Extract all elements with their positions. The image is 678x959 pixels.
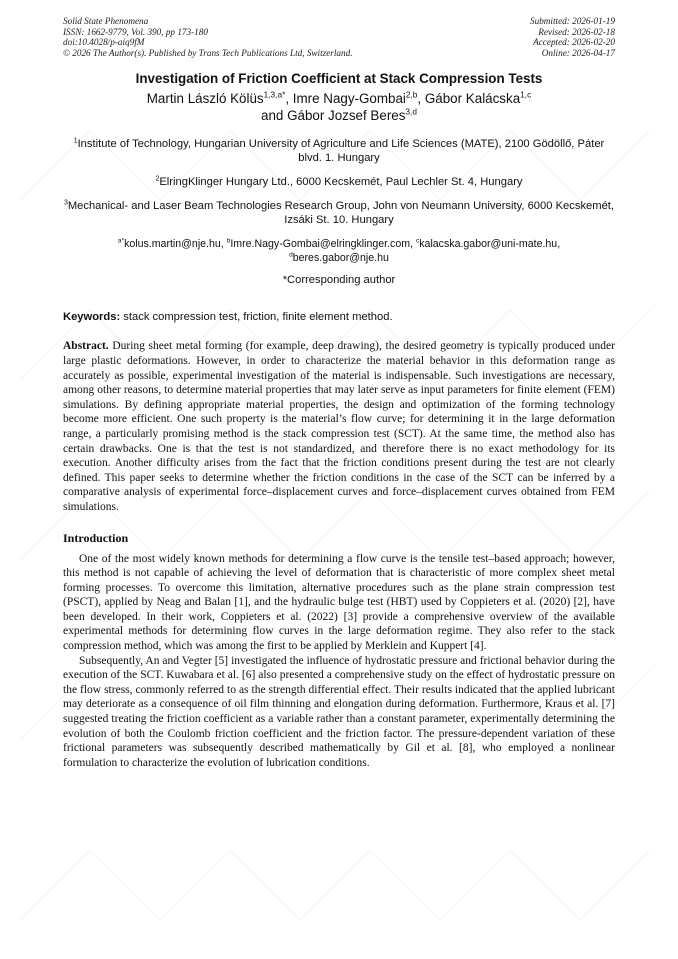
author-affiliation-marker: 3,d [405,106,417,117]
email-link[interactable]: kolus.martin@nje.hu, [124,238,227,251]
email-link[interactable]: Imre.Nagy-Gombai@elringklinger.com, [230,238,416,251]
date-online: Online: 2026-04-17 [541,47,615,58]
abstract-text: During sheet metal forming (for example, deep drawing), the desired geometry is typically produced under large plastic deformations. However, in order to characterize the material behavior in this deformation range as accurately as possible, experimental investigation of the material is indispensable. Such investigations are necessary, among other reasons, to determine material properties that may later serve as input parameters for finite element (FEM) simulations. By defining appropriate material properties, the design and optimization of the forming technology become more efficient. One such property is the material’s flow curve; for determining it in the large deformation range, a particularly promising method is the stack compression test (SCT). At the same time, the method also has certain drawbacks. One is that the test is not standardized, and therefore there is no exact methodology for its execution. Another difficulty arises from the fact that the friction conditions present during the test are not clearly defined. This paper seeks to determine whether the friction conditions in the case of the SCT can be inferred by a comparative analysis of experimental force–displacement curves and force–displacement curves obtained from FEM simulations. [63,340,615,513]
date-submitted: Submitted: 2026-01-19 [530,16,615,26]
email-marker: d [289,251,293,259]
corresponding-author-note: *Corresponding author [282,274,396,287]
author-conjunction: and [261,108,288,124]
affiliation-marker: 2 [155,175,160,183]
abstract [63,339,615,514]
journal-info [63,16,353,58]
affiliation-text: Mechanical- and Laser Beam Technologies Research Group, John von Neumann University, 6000 Kecskemét, Izsáki St. 10. Hungary [67,200,615,227]
paper-title: Investigation of Friction Coefficient at Stack Compression Tests [135,71,543,87]
affiliation [63,137,615,165]
journal-name: Solid State Phenomena [63,16,149,26]
journal-issn: ISSN: 1662-9779, Vol. 390, pp 173-180 [63,26,208,37]
email-link[interactable]: beres.gabor@nje.hu [292,251,389,264]
affiliation-marker: 3 [63,199,68,207]
affiliation [63,199,615,227]
author-affiliation-marker: 2,b [405,89,418,100]
date-accepted: Accepted: 2026-02-20 [533,37,615,48]
keywords [63,311,615,323]
affiliation-text: Institute of Technology, Hungarian University of Agriculture and Life Sciences (MATE), 2100 Gödöllő, Páter blvd. 1. Hungary [77,138,605,165]
author-name: Martin László Kölüs [146,91,264,107]
author-emails [63,238,615,265]
author-affiliation-marker: 1,3,a* [263,89,286,100]
author-name: Imre Nagy-Gombai [292,91,406,107]
affiliation-marker: 1 [73,137,78,145]
author-name: Gábor Jozsef Beres [287,108,406,124]
journal-copyright: © 2026 The Author(s). Published by Trans Tech Publications Ltd, Switzerland. [63,47,353,58]
author-separator: , [417,91,425,107]
keywords-text: stack compression test, friction, finite element method. [120,311,393,324]
author-name: Gábor Kalácska [424,91,521,107]
email-marker: a* [117,237,125,245]
journal-header [63,16,615,58]
affiliation [63,175,615,189]
author-affiliation-marker: 1,c [520,89,532,100]
author-separator: , [285,91,293,107]
email-link[interactable]: kalacska.gabor@uni-mate.hu, [419,238,561,251]
journal-doi: doi:10.4028/p-aiq9fM [63,37,145,48]
author-list [63,90,615,124]
affiliation-text: ElringKlinger Hungary Ltd., 6000 Kecskemét, Paul Lechler St. 4, Hungary [159,176,523,189]
abstract-label: Abstract. [63,340,109,353]
journal-dates [530,16,615,58]
body-paragraph: One of the most widely known methods for determining a flow curve is the tensile test–based approach; however, this method is not capable of achieving the level of deformation that is characteristic of more complex sheet metal forming processes. To overcome this limitation, alternative procedures such as the plane strain compression test (PSCT), applied by Neag and Balan [1], and the hydraulic bulge test (HBT) used by Coppieters et al. (2020) [2], have been developed. In their work, Coppieters et al. (2022) [3] provide a comprehensive overview of the available experimental methods for determining flow curves in the large deformation regime. They also refer to the stack compression method, which was among the first to be applied by Merklein and Kuppert [4]. [63,552,615,653]
keywords-label: Keywords: [63,311,121,324]
date-revised: Revised: 2026-02-18 [538,26,615,37]
body-paragraph: Subsequently, An and Vegter [5] investigated the influence of hydrostatic pressure and frictional behavior during the execution of the SCT. Kuwabara et al. [6] also presented a comprehensive study on the effect of hydrostatic pressure on the flow stress, commonly referred to as the strength differential effect. Their results indicated that the applied lubricant may deteriorate as a consequence of oil film thinning and elongation during deformation. Furthermore, Kraus et al. [7] suggested treating the friction coefficient as a variable rather than a constant parameter, experimentally determining the evolution of both the Coulomb friction coefficient and the friction factor. The pressure-dependent variation of these frictional parameters was subsequently described mathematically by Gil et al. [8], who employed a nonlinear formulation to characterize the evolution of lubrication conditions. [63,654,615,769]
section-heading-introduction: Introduction [63,530,129,545]
email-marker: c [415,237,420,245]
email-marker: b [226,237,231,245]
